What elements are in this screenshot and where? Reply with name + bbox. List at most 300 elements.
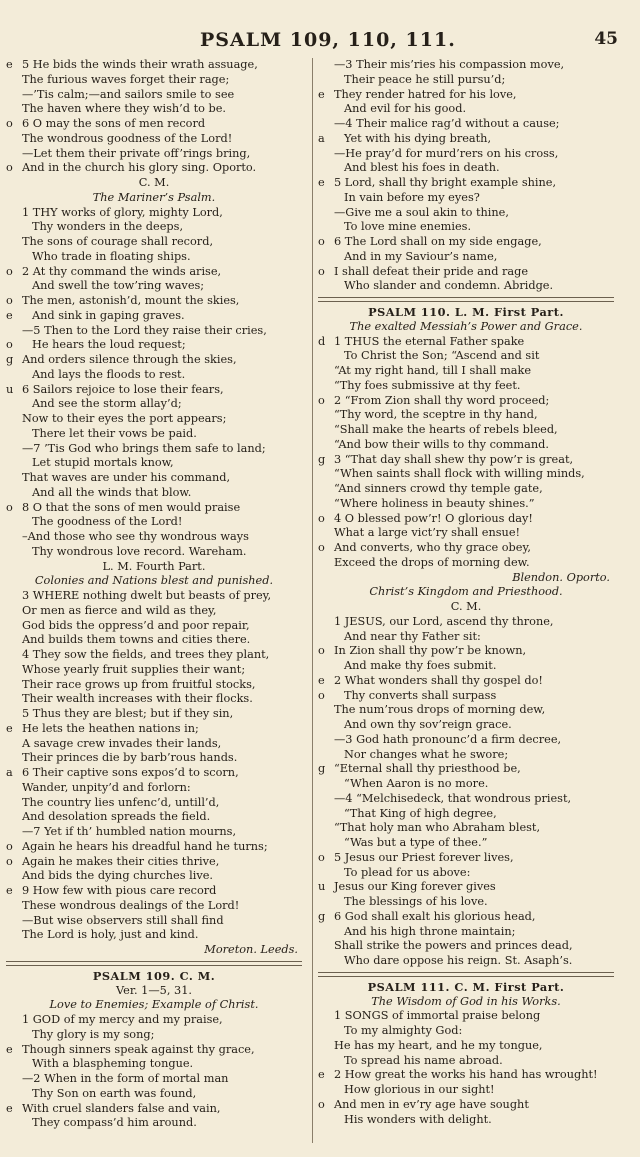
verse-text: Moreton. Leeds.: [204, 943, 298, 956]
verse-text: Exceed the drops of morning dew.: [334, 555, 530, 569]
verse-line: [318, 733, 614, 748]
verse-line: [318, 939, 614, 954]
verse-text: They compass’d him around.: [32, 1116, 197, 1130]
verse-line: [6, 442, 302, 457]
verse-text: L. M. Fourth Part.: [102, 559, 206, 573]
verse-text: And lays the floods to rest.: [32, 367, 186, 381]
verse-text: The goodness of the Lord!: [32, 515, 183, 529]
psalm-109-text: [6, 1013, 302, 1131]
verse-line: [6, 102, 302, 117]
dynamic-mark: e: [6, 721, 13, 735]
verse-line: [318, 161, 614, 176]
verse-line: [6, 869, 302, 884]
dynamic-mark: o: [318, 1097, 325, 1111]
verse-text: What a large vict’ry shall ensue!: [334, 526, 521, 540]
page-number: 45: [594, 29, 618, 49]
psalm-111-heading: PSALM 111. C. M. First Part.: [367, 979, 565, 994]
psalm-109-heading: PSALM 109. C. M.: [92, 968, 216, 983]
verse-text: 6 God shall exalt his glorious head,: [334, 909, 536, 923]
verse-line: [318, 191, 614, 206]
dynamic-mark: o: [318, 541, 325, 554]
dynamic-mark: e: [318, 176, 325, 189]
verse-line: [6, 427, 302, 442]
verse-line: [318, 147, 614, 162]
dynamic-mark: o: [6, 500, 13, 514]
verse-text: I shall defeat their pride and rage: [334, 264, 529, 278]
verse-text: That waves are under his command,: [22, 471, 231, 484]
section-divider: [318, 297, 614, 302]
verse-text: He hears the loud request;: [32, 338, 186, 352]
verse-line: [6, 353, 302, 368]
verse-text: 2 “From Zion shall thy word proceed;: [334, 393, 550, 407]
verse-line: [6, 692, 302, 707]
verse-line: [318, 235, 614, 250]
verse-text: Their peace he still pursu’d;: [344, 72, 506, 86]
verse-text: And orders silence through the skies,: [22, 353, 237, 366]
verse-line: [6, 161, 302, 176]
verse-text: Yet with his dying breath,: [344, 131, 492, 145]
verse-text: 6 O may the sons of men record: [22, 117, 206, 130]
verse-line: [6, 751, 302, 766]
verse-line: [6, 914, 302, 929]
verse-text: C. M.: [138, 176, 170, 189]
verse-line: [6, 943, 302, 958]
verse-line: [6, 648, 302, 663]
verse-line: [318, 895, 614, 910]
verse-text: Thy wondrous love record. Wareham.: [32, 544, 247, 558]
verse-line: [6, 324, 302, 339]
verse-line: [318, 117, 614, 132]
verse-text: —Give me a soul akin to thine,: [334, 205, 509, 219]
verse-line: [318, 1083, 614, 1098]
verse-text: Who trade in floating ships.: [32, 249, 191, 263]
verse-line: [318, 335, 614, 350]
verse-line: [318, 689, 614, 704]
verse-line: [318, 1009, 614, 1024]
verse-text: —5 Then to the Lord they raise their cries,: [22, 323, 267, 337]
verse-text: Colonies and Nations blest and punished.: [34, 574, 274, 588]
verse-text: These wondrous dealings of the Lord!: [22, 898, 240, 912]
verse-text: The Lord is holy, just and kind.: [22, 928, 199, 942]
verse-line: [6, 855, 302, 870]
verse-text: With cruel slanders false and vain,: [22, 1101, 221, 1115]
verse-text: —7 ’Tis God who brings them safe to land;: [22, 441, 266, 455]
verse-line: [6, 810, 302, 825]
verse-text: Their race grows up from fruitful stocks,: [22, 677, 256, 691]
verse-text: 4 O blessed pow’r! O glorious day!: [334, 511, 533, 525]
verse-line: [318, 777, 614, 792]
verse-text: Their wealth increases with their flocks.: [22, 692, 253, 706]
verse-line: [6, 1116, 302, 1131]
verse-text: The num’rous drops of morning dew,: [334, 703, 546, 717]
verse-line: [318, 585, 614, 600]
verse-text: Blendon. Oporto.: [512, 570, 610, 584]
verse-line: [6, 250, 302, 265]
psalm-111-text: [318, 1009, 614, 1127]
verse-line: [318, 762, 614, 777]
verse-line: [6, 840, 302, 855]
verse-line: [318, 526, 614, 541]
verse-line: [6, 58, 302, 73]
verse-line: [6, 530, 302, 545]
verse-line: [6, 309, 302, 324]
verse-line: [6, 294, 302, 309]
verse-line: [6, 1028, 302, 1043]
verse-text: “When Aaron is no more.: [344, 777, 489, 790]
dynamic-mark: o: [6, 338, 13, 352]
verse-line: [318, 615, 614, 630]
dynamic-mark: e: [6, 1101, 13, 1115]
verse-text: Thy wonders in the deeps,: [32, 220, 184, 234]
verse-line: [6, 279, 302, 294]
verse-line: [318, 379, 614, 394]
verse-line: [6, 678, 302, 693]
verse-line: [6, 545, 302, 560]
verse-text: 6 Sailors rejoice to lose their fears,: [22, 382, 224, 396]
verse-text: Nor changes what he swore;: [344, 747, 509, 761]
verse-line: [318, 73, 614, 88]
verse-line: [318, 821, 614, 836]
dynamic-mark: e: [6, 884, 13, 897]
verse-text: “Was but a type of thee.”: [344, 836, 488, 849]
verse-text: “When saints shall flock with willing minds,: [334, 467, 585, 481]
verse-line: [6, 368, 302, 383]
verse-line: [6, 722, 302, 737]
verse-text: And converts, who thy grace obey,: [334, 541, 531, 554]
verse-line: [6, 73, 302, 88]
verse-line: [318, 556, 614, 571]
verse-text: In vain before my eyes?: [344, 190, 480, 204]
dynamic-mark: o: [6, 161, 13, 175]
section-divider: [6, 961, 302, 966]
verse-text: “Where holiness in beauty shines.”: [334, 496, 535, 510]
verse-text: Thy Son on earth was found,: [32, 1086, 197, 1100]
verse-line: [318, 497, 614, 512]
verse-line: [6, 899, 302, 914]
verse-line: [318, 880, 614, 895]
verse-text: Shall strike the powers and princes dead,: [334, 939, 573, 953]
verse-line: [318, 718, 614, 733]
verse-text: 1 THY works of glory, mighty Lord,: [22, 205, 223, 219]
verse-text: Or men as fierce and wild as they,: [22, 603, 217, 617]
verse-line: [318, 541, 614, 556]
verse-text: Jesus our King forever gives: [334, 880, 496, 894]
dynamic-mark: d: [318, 334, 326, 348]
verse-text: “Thy word, the sceptre in thy hand,: [334, 408, 538, 422]
verse-line: [318, 571, 614, 586]
verse-line: [318, 630, 614, 645]
dynamic-mark: o: [318, 393, 325, 407]
verse-text: Their princes die by barb’rous hands.: [22, 751, 238, 765]
verse-text: To love mine enemies.: [344, 220, 472, 234]
verse-text: “That holy man who Abraham blest,: [334, 821, 541, 835]
verse-line: [318, 644, 614, 659]
verse-text: Who slander and condemn. Abridge.: [344, 279, 554, 293]
verse-line: [6, 1102, 302, 1117]
verse-text: And near thy Father sit:: [344, 629, 481, 643]
verse-text: 2 What wonders shall thy gospel do!: [334, 673, 543, 687]
verse-text: How glorious in our sight!: [344, 1083, 495, 1096]
verse-text: And swell the tow’ring waves;: [32, 279, 205, 293]
verse-text: To plead for us above:: [344, 865, 471, 879]
verse-line: [318, 482, 614, 497]
verse-line: [318, 954, 614, 969]
verse-line: [318, 851, 614, 866]
verse-line: [318, 88, 614, 103]
verse-line: [6, 471, 302, 486]
verse-line: [6, 176, 302, 191]
verse-line: [318, 512, 614, 527]
verse-line: [6, 1072, 302, 1087]
verse-line: [318, 58, 614, 73]
verse-text: 1 THUS the eternal Father spake: [334, 334, 525, 348]
verse-text: God bids the oppress’d and poor repair,: [22, 618, 250, 632]
verse-text: “Eternal shall thy priesthood be,: [334, 762, 521, 776]
dynamic-mark: g: [6, 353, 14, 366]
dynamic-mark: o: [318, 688, 325, 702]
verse-text: To Christ the Son; “Ascend and sit: [344, 349, 540, 363]
verse-text: 2 How great the works his hand has wrought!: [334, 1068, 598, 1082]
verse-line: [318, 265, 614, 280]
verse-text: The sons of courage shall record,: [22, 235, 214, 248]
psalm-109-verse-ref: Ver. 1—5, 31.: [116, 983, 192, 997]
psalm-111-subtitle: The Wisdom of God in his Works.: [371, 994, 561, 1008]
verse-line: [318, 836, 614, 851]
verse-text: There let their vows be paid.: [32, 426, 197, 440]
dynamic-mark: o: [318, 644, 325, 658]
verse-line: [6, 737, 302, 752]
verse-text: “At my right hand, till I shall make: [334, 364, 532, 377]
verse-text: —He pray’d for murd’rers on his cross,: [334, 146, 559, 160]
dynamic-mark: u: [6, 382, 14, 396]
verse-line: [6, 456, 302, 471]
verse-line: [318, 1068, 614, 1083]
dynamic-mark: o: [6, 854, 13, 868]
verse-text: Again he makes their cities thrive,: [22, 854, 220, 868]
verse-line: [6, 338, 302, 353]
verse-text: 6 The Lord shall on my side engage,: [334, 235, 542, 248]
verse-text: 6 Their captive sons expos’d to scorn,: [22, 766, 239, 779]
verse-text: Christ’s Kingdom and Priesthood.: [369, 585, 563, 599]
dynamic-mark: e: [6, 58, 13, 71]
verse-text: C. M.: [450, 600, 482, 613]
verse-line: [6, 1043, 302, 1058]
verse-text: And men in ev’ry age have sought: [334, 1097, 529, 1111]
dynamic-mark: e: [6, 1042, 13, 1056]
column-rule: [312, 58, 313, 1143]
verse-text: –And those who see thy wondrous ways: [22, 530, 249, 543]
dynamic-mark: o: [6, 264, 13, 278]
dynamic-mark: g: [318, 452, 326, 466]
verse-text: The wondrous goodness of the Lord!: [22, 131, 233, 145]
verse-line: [318, 600, 614, 615]
verse-text: “Thy foes submissive at thy feet.: [334, 378, 521, 392]
verse-text: The haven where they wish’d to be.: [22, 102, 227, 116]
verse-text: “Shall make the hearts of rebels bleed,: [334, 423, 558, 436]
verse-line: [318, 453, 614, 468]
verse-line: [318, 748, 614, 763]
verse-line: [6, 220, 302, 235]
verse-text: And in my Saviour’s name,: [344, 249, 498, 263]
dynamic-mark: a: [6, 766, 13, 779]
verse-text: —4 Their malice rag’d without a cause;: [334, 117, 560, 130]
verse-line: [6, 707, 302, 722]
psalm-110-heading: PSALM 110. L. M. First Part.: [368, 305, 564, 319]
verse-line: [318, 910, 614, 925]
left-column: [6, 58, 302, 1131]
verse-text: He has my heart, and he my tongue,: [334, 1038, 543, 1052]
psalm-110-subtitle: The exalted Messiah’s Power and Grace.: [349, 319, 583, 333]
dynamic-mark: o: [318, 850, 325, 864]
verse-text: —Let them their private off’rings bring,: [22, 146, 251, 160]
psalm-109-subtitle: Love to Enemies; Example of Christ.: [49, 998, 259, 1012]
verse-line: [6, 796, 302, 811]
dynamic-mark: a: [318, 131, 325, 145]
verse-text: And in the church his glory sing. Oporto.: [22, 161, 257, 175]
verse-line: [6, 560, 302, 575]
verse-text: To spread his name abroad.: [344, 1053, 503, 1067]
verse-text: 5 Thus they are blest; but if they sin,: [22, 707, 234, 720]
verse-text: And evil for his good.: [344, 102, 467, 116]
dynamic-mark: u: [318, 880, 326, 894]
verse-line: [6, 501, 302, 516]
verse-line: [6, 265, 302, 280]
verse-line: [318, 659, 614, 674]
running-head: [0, 29, 640, 57]
verse-text: 1 GOD of my mercy and my praise,: [22, 1013, 223, 1026]
dynamic-mark: o: [6, 294, 13, 307]
verse-line: [318, 102, 614, 117]
dynamic-mark: o: [6, 117, 13, 130]
verse-text: In Zion shall thy pow’r be known,: [334, 644, 527, 658]
verse-text: —4 “Melchisedeck, that wondrous priest,: [334, 791, 572, 805]
verse-line: [318, 1039, 614, 1054]
verse-line: [318, 279, 614, 294]
verse-text: And all the winds that blow.: [32, 485, 192, 499]
verse-text: —’Tis calm;—and sailors smile to see: [22, 87, 235, 101]
dynamic-mark: o: [318, 264, 325, 278]
verse-line: [318, 467, 614, 482]
verse-line: [6, 132, 302, 147]
verse-text: With a blaspheming tongue.: [32, 1057, 194, 1071]
psalm-109-continuation: [318, 58, 614, 294]
verse-text: Thy glory is my song;: [32, 1027, 155, 1041]
verse-line: [318, 132, 614, 147]
verse-text: And sink in gaping graves.: [32, 308, 185, 322]
verse-text: —7 Yet if th’ humbled nation mourns,: [22, 825, 237, 838]
verse-text: Now to their eyes the port appears;: [22, 412, 227, 425]
dynamic-mark: e: [318, 673, 325, 687]
verse-line: [6, 1013, 302, 1028]
verse-line: [318, 176, 614, 191]
dynamic-mark: o: [318, 511, 325, 525]
verse-text: The blessings of his love.: [344, 895, 488, 908]
verse-line: [6, 1057, 302, 1072]
verse-text: “That King of high degree,: [344, 806, 497, 820]
psalm-107-continuation: [6, 58, 302, 958]
verse-line: [318, 364, 614, 379]
verse-line: [6, 383, 302, 398]
verse-text: —3 God hath pronounc’d a firm decree,: [334, 732, 562, 746]
verse-text: And see the storm allay’d;: [32, 397, 182, 411]
dynamic-mark: e: [318, 87, 325, 101]
page-title: PSALM 109, 110, 111.: [200, 29, 456, 51]
verse-text: 5 He bids the winds their wrath assuage,: [22, 58, 258, 71]
verse-text: “And sinners crowd thy temple gate,: [334, 482, 543, 495]
verse-text: He lets the heathen nations in;: [22, 721, 199, 735]
verse-text: 3 WHERE nothing dwelt but beasts of prey,: [22, 589, 272, 602]
verse-line: [6, 633, 302, 648]
verse-line: [6, 781, 302, 796]
verse-text: And desolation spreads the field.: [22, 810, 211, 824]
verse-line: [318, 674, 614, 689]
verse-line: [6, 1087, 302, 1102]
verse-text: And bids the dying churches live.: [22, 869, 213, 883]
section-divider: [318, 972, 614, 977]
verse-line: [6, 515, 302, 530]
verse-text: 5 Jesus our Priest forever lives,: [334, 850, 514, 864]
verse-line: [318, 1098, 614, 1113]
verse-text: 4 They sow the fields, and trees they plant,: [22, 648, 270, 661]
verse-line: [6, 191, 302, 206]
dynamic-mark: g: [318, 909, 326, 923]
verse-text: Who dare oppose his reign. St. Asaph’s.: [344, 954, 573, 967]
verse-text: —But wise observers still shall find: [22, 913, 224, 927]
verse-line: [318, 925, 614, 940]
verse-line: [6, 206, 302, 221]
verse-line: [6, 604, 302, 619]
dynamic-mark: e: [6, 308, 13, 322]
verse-text: Whose yearly fruit supplies their want;: [22, 662, 246, 676]
verse-text: His wonders with delight.: [344, 1112, 492, 1126]
verse-text: The Mariner’s Psalm.: [92, 190, 216, 204]
verse-line: [318, 807, 614, 822]
verse-line: [6, 825, 302, 840]
verse-line: [6, 486, 302, 501]
verse-line: [6, 397, 302, 412]
verse-text: And blest his foes in death.: [344, 161, 500, 175]
verse-line: [318, 220, 614, 235]
verse-text: 9 How few with pious care record: [22, 884, 217, 897]
dynamic-mark: g: [318, 762, 326, 776]
verse-text: 1 SONGS of immortal praise belong: [334, 1009, 541, 1023]
verse-line: [6, 589, 302, 604]
verse-line: [318, 1054, 614, 1069]
verse-line: [6, 574, 302, 589]
verse-text: —2 When in the form of mortal man: [22, 1072, 229, 1085]
verse-line: [318, 408, 614, 423]
verse-text: —3 Their mis’ries his compassion move,: [334, 58, 565, 71]
verse-line: [6, 235, 302, 250]
verse-line: [6, 88, 302, 103]
verse-line: [318, 1024, 614, 1039]
verse-line: [318, 349, 614, 364]
verse-text: 5 Lord, shall thy bright example shine,: [334, 176, 557, 189]
verse-text: They render hatred for his love,: [334, 87, 517, 101]
verse-text: Wander, unpity’d and forlorn:: [22, 780, 191, 794]
verse-text: The furious waves forget their rage;: [22, 72, 230, 86]
right-column: [318, 58, 614, 1127]
verse-text: Though sinners speak against thy grace,: [22, 1042, 255, 1056]
dynamic-mark: o: [6, 839, 13, 853]
verse-text: “And bow their wills to thy command.: [334, 437, 549, 451]
verse-text: 2 At thy command the winds arise,: [22, 264, 222, 278]
verse-line: [318, 1113, 614, 1128]
verse-text: The country lies unfenc’d, untill’d,: [22, 795, 220, 809]
verse-text: Again he hears his dreadful hand he turns;: [22, 839, 268, 853]
verse-line: [6, 663, 302, 678]
verse-line: [6, 147, 302, 162]
